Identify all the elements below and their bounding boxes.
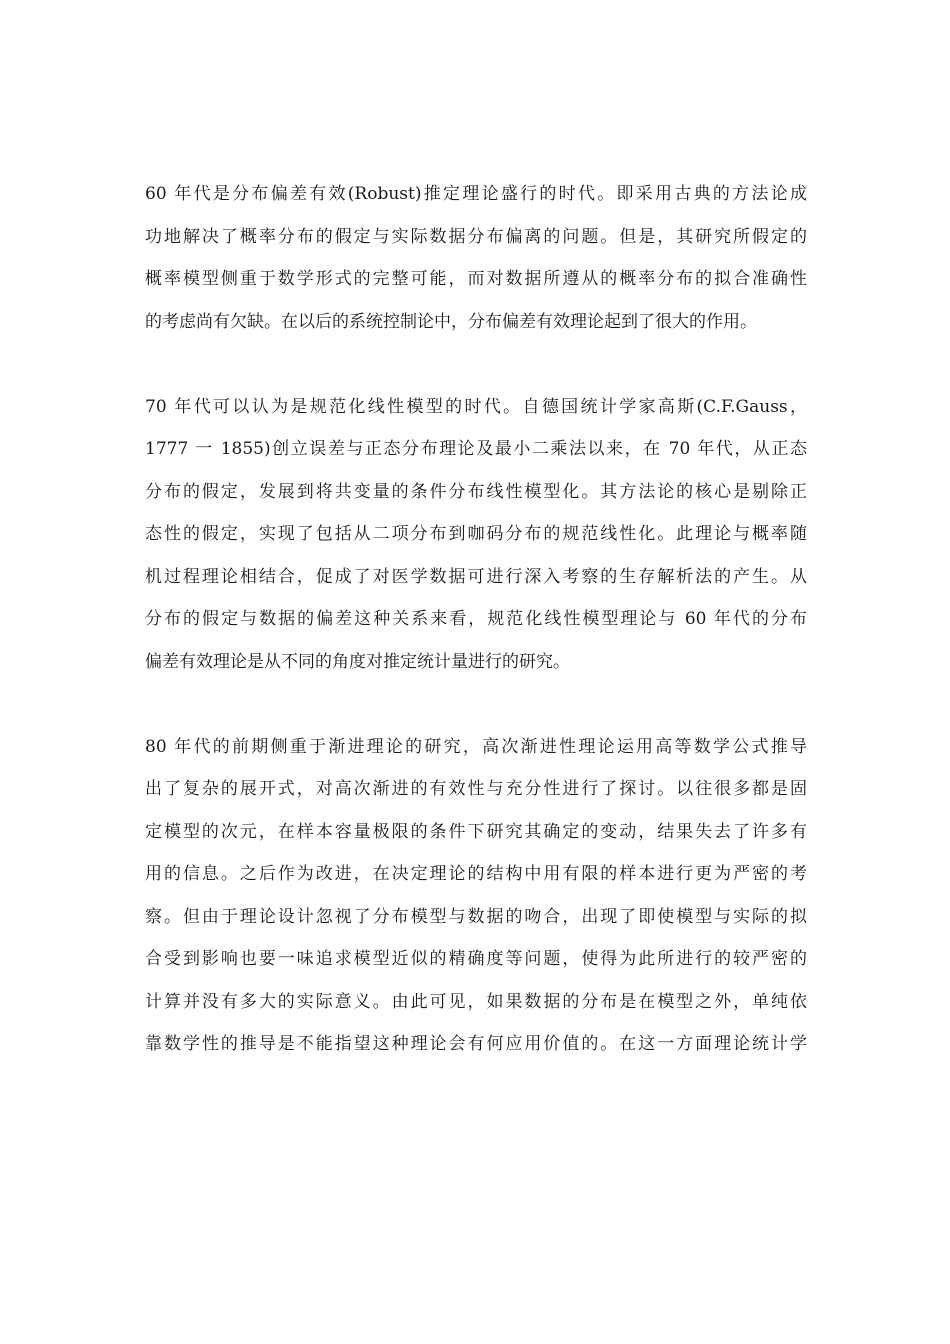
text-line: 计算并没有多大的实际意义。由此可见，如果数据的分布是在模型之外，单纯依 <box>145 991 807 1012</box>
text-line: 分布的假定，发展到将共变量的条件分布线性模型化。其方法论的核心是剔除正 <box>145 481 807 502</box>
text-line: 靠数学性的推导是不能指望这种理论会有何应用价值的。在这一方面理论统计学 <box>145 1034 807 1054</box>
text-line: 合受到影响也要一味追求模型近似的精确度等问题，使得为此所进行的较严密的 <box>145 949 807 969</box>
text-line: 态性的假定，实现了包括从二项分布到咖码分布的规范线性化。此理论与概率随 <box>145 524 807 544</box>
text-line: 机过程理论相结合，促成了对医学数据可进行深入考察的生存解析法的产生。从 <box>145 566 807 587</box>
text-line: 用的信息。之后作为改进，在决定理论的结构中用有限的样本进行更为严密的考 <box>145 864 807 884</box>
text-line: 80 年代的前期侧重于渐进理论的研究，高次渐进性理论运用高等数学公式推导 <box>145 736 807 757</box>
text-line: 70 年代可以认为是规范化线性模型的时代。自德国统计学家高斯(C.F.Gauss， <box>145 396 807 417</box>
paragraph-1980s <box>145 726 807 1066</box>
text-line: 察。但由于理论设计忽视了分布模型与数据的吻合，出现了即使模型与实际的拟 <box>145 906 807 927</box>
text-line: 分布的假定与数据的偏差这种关系来看，规范化线性模型理论与 60 年代的分布 <box>145 609 807 629</box>
document-body <box>145 173 807 1066</box>
paragraph-spacer <box>145 683 807 726</box>
text-line: 概率模型侧重于数学形式的完整可能，而对数据所遵从的概率分布的拟合准确性 <box>145 269 807 289</box>
text-line: 偏差有效理论是从不同的角度对推定统计量进行的研究。 <box>145 651 570 672</box>
paragraph-1970s <box>145 386 807 684</box>
text-line: 定模型的次元，在样本容量极限的条件下研究其确定的变动，结果失去了许多有 <box>145 821 807 842</box>
text-line: 60 年代是分布偏差有效(Robust)推定理论盛行的时代。即采用古典的方法论成 <box>145 184 807 204</box>
paragraph-1960s <box>145 173 807 343</box>
text-line: 功地解决了概率分布的假定与实际数据分布偏离的问题。但是，其研究所假定的 <box>145 226 807 247</box>
text-line: 1777 一 1855)创立误差与正态分布理论及最小二乘法以来，在 70 年代，从正态 <box>145 439 807 459</box>
text-line: 出了复杂的展开式，对高次渐进的有效性与充分性进行了探讨。以往很多都是固 <box>145 779 807 799</box>
text-line: 的考虑尚有欠缺。在以后的系统控制论中，分布偏差有效理论起到了很大的作用。 <box>145 311 757 332</box>
paragraph-spacer <box>145 343 807 386</box>
